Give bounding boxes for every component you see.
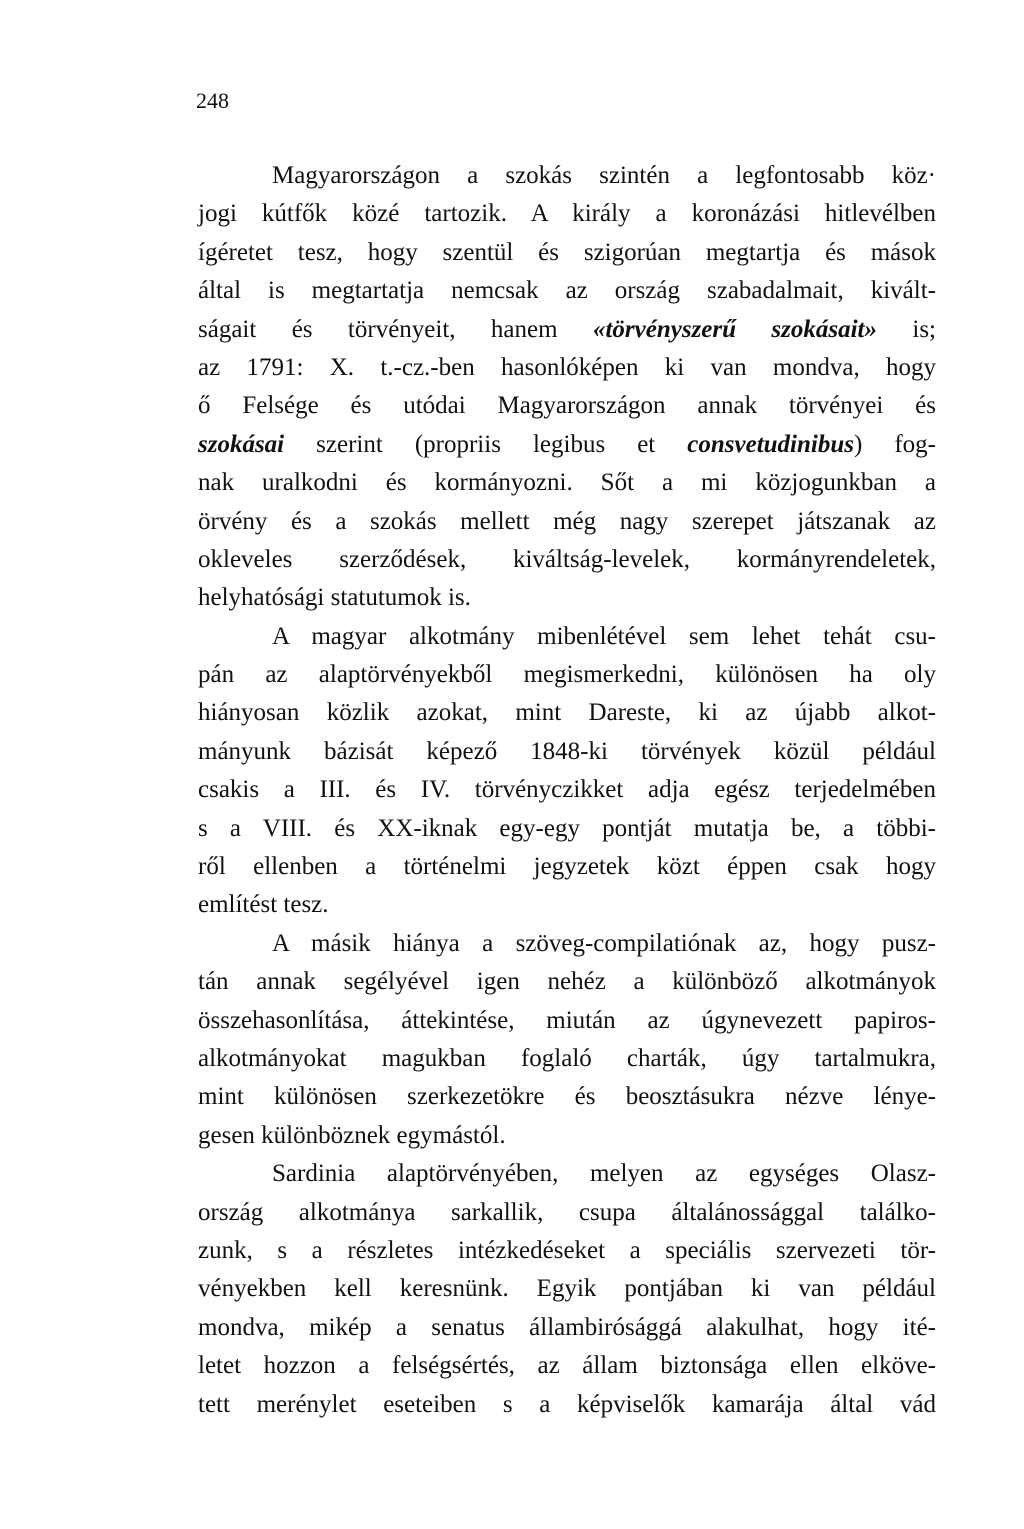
text-line: által is megtartatja nemcsak az ország szabadalmait, kivált- [198, 277, 936, 305]
text-line: mint különösen szerkezetökre és beosztásukra nézve lénye- [198, 1083, 936, 1111]
emphasis: consvetudinibus [687, 430, 854, 458]
text-line: vényekben kell keresnünk. Egyik pontjában ki van például [198, 1275, 936, 1303]
text-line: alkotmányokat magukban foglaló charták, úgy tartalmukra, [198, 1044, 936, 1072]
text-line: összehasonlítása, áttekintése, miután az úgynevezett papiros- [198, 1006, 936, 1034]
text-line: Sardinia alaptörvényében, melyen az egységes Olasz- [272, 1160, 936, 1188]
text-line: ígéretet tesz, hogy szentül és szigorúan megtartja és mások [198, 238, 936, 266]
text-line: örvény és a szokás mellett még nagy szerepet játszanak az [198, 507, 936, 535]
text-line: említést tesz. [198, 891, 329, 919]
page-number: 248 [196, 88, 229, 113]
paragraph [198, 925, 936, 1155]
emphasis: szokásai [198, 430, 285, 458]
paragraph [198, 157, 936, 618]
text-line: szokásai szerint (propriis legibus et consvetudinibus) fog- [198, 430, 936, 458]
text-line: helyhatósági statutumok is. [198, 584, 471, 612]
text-line: ről ellenben a történelmi jegyzetek közt éppen csak hogy [198, 853, 936, 881]
emphasis: «törvényszerű szokásait» [592, 315, 877, 343]
text-line: ságait és törvényeit, hanem «törvényszerű szokásait» is; [198, 315, 936, 343]
text-line: letet hozzon a felségsértés, az állam biztonsága ellen elköve- [198, 1352, 936, 1380]
text-line: csakis a III. és IV. törvényczikket adja egész terjedelmében [198, 776, 936, 804]
text-line: ország alkotmánya sarkallik, csupa általánossággal találko- [198, 1198, 936, 1226]
text-line: s a VIII. és XX-iknak egy-egy pontját mutatja be, a többi- [198, 814, 936, 842]
text-line: nak uralkodni és kormányozni. Sőt a mi közjogunkban a [198, 469, 936, 497]
text-line: A másik hiánya a szöveg-compilatiónak az, hogy pusz- [272, 929, 936, 957]
text-line: mányunk bázisát képező 1848-ki törvények közül például [198, 737, 936, 765]
text-line: Magyarországon a szokás szintén a legfontosabb köz· [272, 162, 936, 189]
text-line: zunk, s a részletes intézkedéseket a speciális szervezeti tör- [198, 1236, 936, 1264]
text-line: gesen különböznek egymástól. [198, 1121, 506, 1149]
text-line: pán az alaptörvényekből megismerkedni, különösen ha oly [198, 661, 936, 689]
paragraph [198, 618, 936, 925]
text-line: mondva, mikép a senatus állambirósággá alakulhat, hogy ité- [198, 1313, 936, 1341]
body-text [198, 157, 936, 1424]
text-line: ő Felsége és utódai Magyarországon annak törvényei és [198, 392, 936, 420]
text-line: tett merénylet eseteiben s a képviselők kamarája által vád [198, 1390, 936, 1418]
paragraph [198, 1155, 936, 1424]
text-line: hiányosan közlik azokat, mint Dareste, ki az újabb alkot- [198, 699, 936, 727]
text-line: jogi kútfők közé tartozik. A király a koronázási hitlevélben [198, 200, 936, 228]
text-line: okleveles szerződések, kiváltság-levelek, kormányrendeletek, [198, 545, 936, 573]
text-line: tán annak segélyével igen nehéz a különböző alkotmányok [198, 968, 936, 996]
text-line: A magyar alkotmány mibenlétével sem lehet tehát csu- [272, 622, 936, 650]
text-line: az 1791: X. t.-cz.-ben hasonlóképen ki van mondva, hogy [198, 353, 936, 381]
